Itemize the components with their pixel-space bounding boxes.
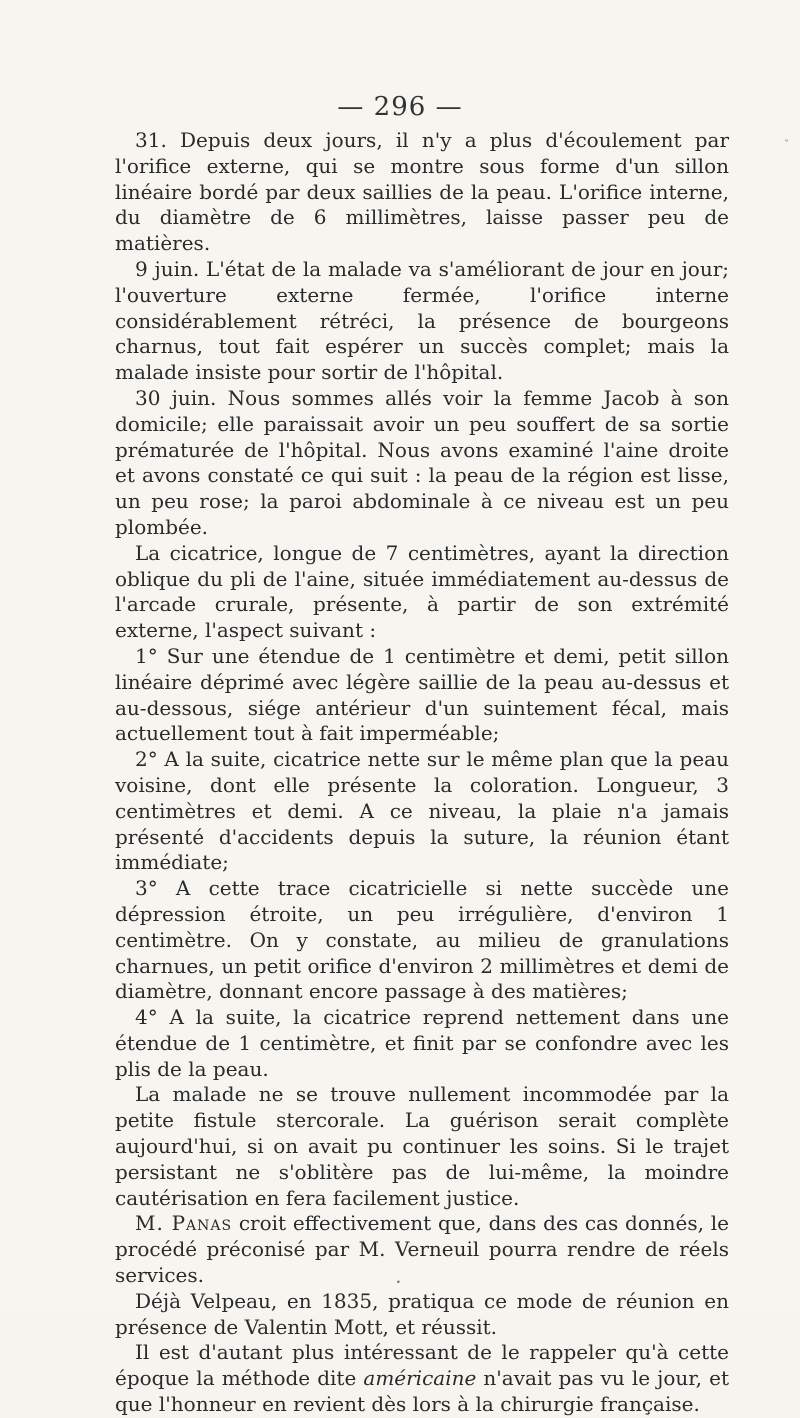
- paragraph-12: [115, 1340, 729, 1417]
- bottom-dot: •: [396, 1278, 401, 1287]
- page-number: — 296 —: [337, 92, 463, 122]
- paragraph-2: 9 juin. L'état de la malade va s'améliorant de jour en jour; l'ouverture externe fermée, l'orifice interne considérablement rétréci, la présence de bourgeons charnus, tout fait espérer un succès complet; mais la malade insiste pour sortir de l'hôpital.: [115, 256, 729, 385]
- margin-mark: ˇ: [784, 140, 789, 151]
- main-text-block: [115, 128, 729, 1418]
- paragraph-12-before-em: Il est d'autant plus intéressant de le rappeler qu'à cette époque la méthode dite: [115, 1340, 729, 1391]
- paragraph-12-emphasis: américaine: [363, 1366, 477, 1391]
- speaker-name: M. Panas: [135, 1211, 233, 1236]
- paragraph-9: La malade ne se trouve nullement incommodée par la petite fistule stercorale. La guérison serait complète aujourd'hui, si on avait pu continuer les soins. Si le trajet persistant ne s'oblitère pas de lui-même, la moindre cautérisation en fera facilement justice.: [115, 1082, 729, 1210]
- paragraph-10-text: croit effectivement que, dans des cas donnés, le procédé préconisé par M. Verneuil pourra rendre de réels services.: [115, 1211, 729, 1288]
- paragraph-3: 30 juin. Nous sommes allés voir la femme Jacob à son domicile; elle paraissait avoir un peu souffert de sa sortie prématurée de l'hôpital. Nous avons examiné l'aine droite et avons constaté ce qui suit : la peau de la région est lisse, un peu rose; la paroi abdominale à ce niveau est un peu plombée.: [115, 385, 729, 539]
- paragraph-7: 3° A cette trace cicatricielle si nette succède une dépression étroite, un peu irrégulière, d'environ 1 centimètre. On y constate, au milieu de granulations charnues, un petit orifice d'environ 2 millimètres et demi de diamètre, donnant encore passage à des matières;: [115, 876, 729, 1004]
- paragraph-11: Déjà Velpeau, en 1835, pratiqua ce mode de réunion en présence de Valentin Mott, et réussit.: [115, 1288, 729, 1339]
- paragraph-6: 2° A la suite, cicatrice nette sur le même plan que la peau voisine, dont elle présente la coloration. Longueur, 3 centimètres et demi. A ce niveau, la plaie n'a jamais présenté d'accidents depuis la suture, la réunion étant immédiate;: [115, 747, 729, 875]
- paragraph-12-after-em: n'avait pas vu le jour, et que l'honneur en revient dès lors à la chirurgie française.: [115, 1366, 729, 1417]
- paragraph-5: 1° Sur une étendue de 1 centimètre et demi, petit sillon linéaire déprimé avec légère saillie de la peau au-dessus et au-dessous, siége antérieur d'un suintement fécal, mais actuellement tout à fait imperméable;: [115, 643, 729, 746]
- paragraph-10: [115, 1211, 729, 1288]
- paragraph-4: La cicatrice, longue de 7 centimètres, ayant la direction oblique du pli de l'aine, située immédiatement au-dessus de l'arcade crurale, présente, à partir de son extrémité externe, l'aspect suivant :: [115, 540, 729, 643]
- paragraph-1: 31. Depuis deux jours, il n'y a plus d'écoulement par l'orifice externe, qui se montre sous forme d'un sillon linéaire bordé par deux saillies de la peau. L'orifice interne, du diamètre de 6 millimètres, laisse passer peu de matières.: [115, 128, 729, 256]
- paragraph-8: 4° A la suite, la cicatrice reprend nettement dans une étendue de 1 centimètre, et finit par se confondre avec les plis de la peau.: [115, 1005, 729, 1081]
